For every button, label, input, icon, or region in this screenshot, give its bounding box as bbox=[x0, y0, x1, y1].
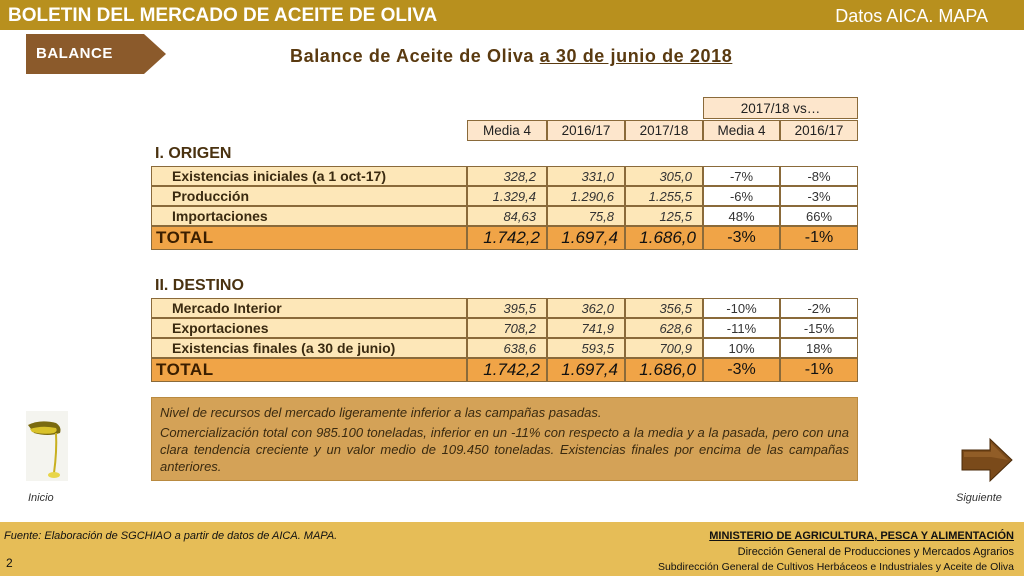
cell-percent: -15% bbox=[780, 318, 858, 338]
footer-source: Fuente: Elaboración de SGCHIAO a partir de datos de AICA. MAPA. bbox=[4, 530, 338, 542]
total-value: 1.686,0 bbox=[625, 226, 703, 250]
cell-value: 331,0 bbox=[547, 166, 625, 186]
olive-oil-icon[interactable] bbox=[26, 411, 68, 481]
section-tag-label: BALANCE bbox=[36, 45, 113, 62]
footer-ministry: MINISTERIO DE AGRICULTURA, PESCA Y ALIMENTACIÓN bbox=[709, 530, 1014, 542]
section-destino-title: II. DESTINO bbox=[155, 277, 244, 294]
col-header-media4: Media 4 bbox=[467, 120, 547, 141]
cell-value: 395,5 bbox=[467, 298, 547, 318]
total-percent: -3% bbox=[703, 226, 780, 250]
cell-value: 593,5 bbox=[547, 338, 625, 358]
total-value: 1.697,4 bbox=[547, 226, 625, 250]
group-header-cell: 2017/18 vs… bbox=[703, 97, 858, 119]
page-title-date: a 30 de junio de 2018 bbox=[539, 46, 733, 66]
commentary-paragraph-2: Comercialización total con 985.100 toneladas, inferior en un -11% con respecto a la media y a la pasada, pero con una clara tendencia creciente y un valor medio de 109.450 toneladas. Existencias finales por encima de las campañas anteriores. bbox=[160, 425, 849, 474]
total-label: TOTAL bbox=[151, 358, 467, 382]
cell-value: 638,6 bbox=[467, 338, 547, 358]
cell-value: 356,5 bbox=[625, 298, 703, 318]
cell-percent: -2% bbox=[780, 298, 858, 318]
total-percent: -3% bbox=[703, 358, 780, 382]
col-header-vs-2016-17: 2016/17 bbox=[780, 120, 858, 141]
commentary-paragraph-1: Nivel de recursos del mercado ligeramente inferior a las campañas pasadas. bbox=[160, 405, 602, 420]
siguiente-link[interactable]: Siguiente bbox=[956, 492, 1002, 504]
commentary-box bbox=[151, 397, 858, 481]
cell-value: 305,0 bbox=[625, 166, 703, 186]
cell-value: 75,8 bbox=[547, 206, 625, 226]
row-label: Existencias iniciales (a 1 oct-17) bbox=[151, 166, 467, 186]
footer-directorate: Dirección General de Producciones y Mercados Agrarios bbox=[737, 546, 1014, 558]
cell-percent: 48% bbox=[703, 206, 780, 226]
col-header-vs-media4: Media 4 bbox=[703, 120, 780, 141]
col-header-2017-18: 2017/18 bbox=[625, 120, 703, 141]
total-value: 1.742,2 bbox=[467, 226, 547, 250]
cell-percent: -11% bbox=[703, 318, 780, 338]
total-value: 1.742,2 bbox=[467, 358, 547, 382]
cell-percent: -3% bbox=[780, 186, 858, 206]
row-label: Importaciones bbox=[151, 206, 467, 226]
total-value: 1.686,0 bbox=[625, 358, 703, 382]
row-label: Mercado Interior bbox=[151, 298, 467, 318]
cell-percent: 18% bbox=[780, 338, 858, 358]
right-arrow-icon[interactable] bbox=[960, 437, 1014, 483]
cell-value: 700,9 bbox=[625, 338, 703, 358]
cell-value: 84,63 bbox=[467, 206, 547, 226]
footer-subdirectorate: Subdirección General de Cultivos Herbáceos e Industriales y Aceite de Oliva bbox=[657, 561, 1014, 573]
cell-value: 1.329,4 bbox=[467, 186, 547, 206]
total-percent: -1% bbox=[780, 226, 858, 250]
cell-value: 708,2 bbox=[467, 318, 547, 338]
page-title bbox=[290, 46, 732, 67]
page-title-prefix: Balance de Aceite de Oliva bbox=[290, 46, 535, 66]
inicio-link[interactable]: Inicio bbox=[28, 492, 54, 504]
total-label: TOTAL bbox=[151, 226, 467, 250]
total-value: 1.697,4 bbox=[547, 358, 625, 382]
cell-value: 1.255,5 bbox=[625, 186, 703, 206]
row-label: Exportaciones bbox=[151, 318, 467, 338]
cell-percent: -8% bbox=[780, 166, 858, 186]
cell-percent: -7% bbox=[703, 166, 780, 186]
header-source: Datos AICA. MAPA bbox=[835, 6, 988, 26]
cell-value: 125,5 bbox=[625, 206, 703, 226]
total-percent: -1% bbox=[780, 358, 858, 382]
cell-value: 362,0 bbox=[547, 298, 625, 318]
cell-value: 741,9 bbox=[547, 318, 625, 338]
col-header-2016-17: 2016/17 bbox=[547, 120, 625, 141]
header-title: BOLETIN DEL MERCADO DE ACEITE DE OLIVA bbox=[8, 5, 438, 26]
page-number: 2 bbox=[6, 556, 13, 570]
cell-value: 1.290,6 bbox=[547, 186, 625, 206]
section-origen-title: I. ORIGEN bbox=[155, 145, 232, 162]
cell-percent: 66% bbox=[780, 206, 858, 226]
cell-value: 628,6 bbox=[625, 318, 703, 338]
cell-percent: -6% bbox=[703, 186, 780, 206]
cell-percent: -10% bbox=[703, 298, 780, 318]
row-label: Existencias finales (a 30 de junio) bbox=[151, 338, 467, 358]
cell-percent: 10% bbox=[703, 338, 780, 358]
row-label: Producción bbox=[151, 186, 467, 206]
cell-value: 328,2 bbox=[467, 166, 547, 186]
